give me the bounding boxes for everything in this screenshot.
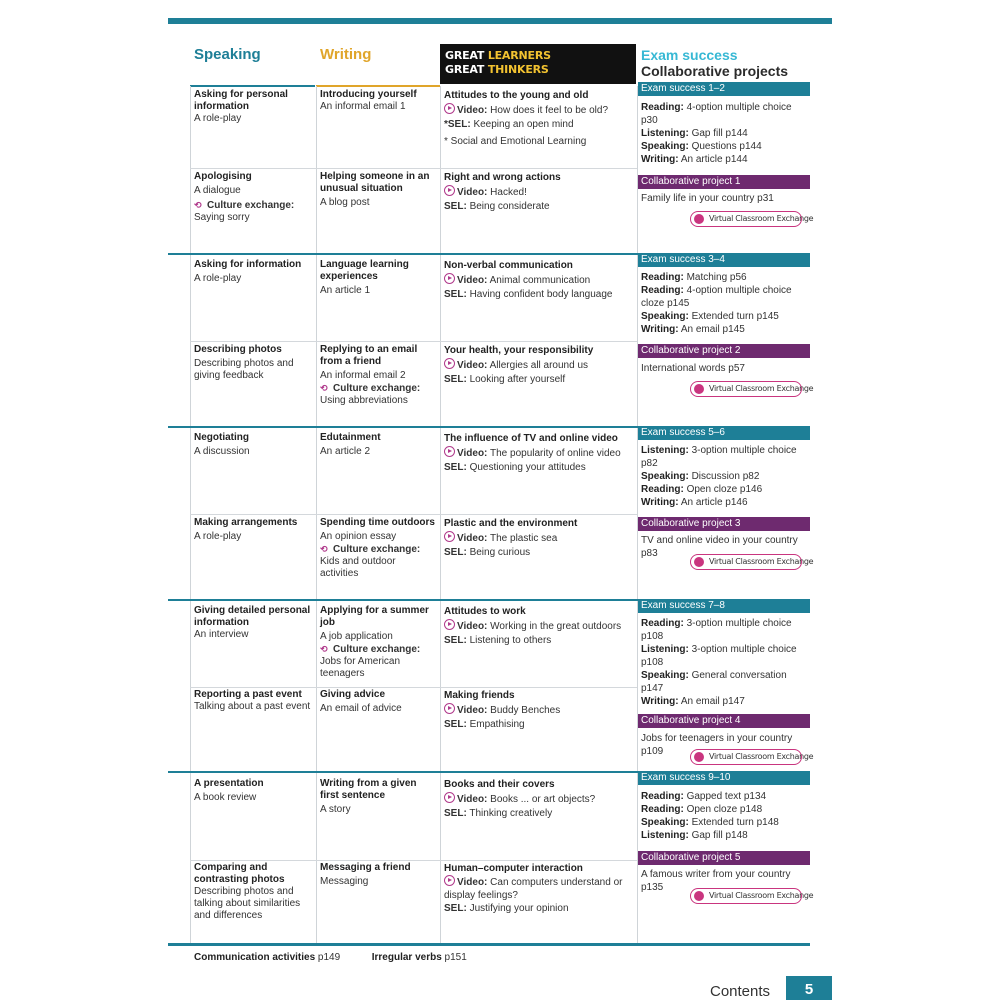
exam-success-list (641, 271, 809, 336)
collaborative-project-header: Collaborative project 1 (638, 175, 810, 189)
skill-text: An email p147 (680, 696, 745, 707)
writing-desc: An article 2 (320, 446, 371, 457)
skill-label: Writing: (641, 497, 679, 508)
writing-title: Messaging a friend (320, 862, 411, 873)
sel-label: *SEL: (444, 119, 471, 130)
great-cell (444, 605, 634, 648)
learners-label: LEARNERS (487, 49, 551, 62)
writing-desc: An email of advice (320, 703, 402, 714)
column-header-great-learners (440, 44, 636, 84)
video-label: Video: (457, 105, 488, 116)
collaborative-project-text: A famous writer from your country p135 (641, 869, 791, 893)
contents-label: Contents (710, 983, 771, 1000)
speaking-cell (194, 862, 312, 922)
play-icon (444, 446, 455, 457)
writing-desc: A blog post (320, 197, 370, 208)
skill-label: Listening: (641, 830, 689, 841)
speaking-title: Asking for information (194, 259, 302, 270)
video-label: Video: (457, 794, 488, 805)
writing-title: Language learning experiences (320, 259, 409, 282)
column-header-speaking: Speaking (194, 46, 261, 63)
vce-label: Virtual Classroom Exchange (709, 214, 814, 223)
sel-label: SEL: (444, 547, 467, 558)
grid-line (637, 86, 638, 943)
skill-text: Discussion p82 (691, 471, 760, 482)
irregular-verbs-page: p151 (441, 952, 467, 963)
great-title: Books and their covers (444, 779, 555, 790)
video-label: Video: (457, 533, 488, 544)
row-divider (190, 341, 637, 342)
skill-text: General conversation p147 (641, 670, 787, 694)
great-title: Human–computer interaction (444, 863, 583, 874)
speaking-desc: A role-play (194, 273, 242, 284)
skill-text: Gap fill p144 (691, 128, 748, 139)
speaking-desc: Talking about a past event (194, 701, 311, 712)
video-label: Video: (457, 187, 488, 198)
culture-exchange-text: Saying sorry (194, 212, 250, 223)
virtual-classroom-exchange-badge[interactable] (690, 381, 814, 397)
writing-cell (320, 89, 436, 113)
skill-label: Speaking: (641, 471, 689, 482)
speaking-title: Comparing and contrasting photos (194, 862, 285, 885)
writing-cell (320, 171, 436, 209)
writing-title: Applying for a summer job (320, 605, 429, 628)
speaking-desc: A role-play (194, 113, 242, 124)
sel-label: SEL: (444, 289, 467, 300)
play-icon (444, 273, 455, 284)
video-label: Video: (457, 360, 488, 371)
writing-title: Spending time outdoors (320, 517, 435, 528)
speaking-desc: A role-play (194, 531, 242, 542)
skill-text: Gapped text p134 (686, 791, 767, 802)
great-cell (444, 344, 634, 387)
skill-label: Speaking: (641, 311, 689, 322)
vce-label: Virtual Classroom Exchange (709, 384, 814, 393)
speaking-cell (194, 171, 312, 224)
speaking-cell (194, 605, 314, 641)
writing-desc: Messaging (320, 876, 369, 887)
speaking-cell (194, 432, 312, 458)
writing-title: Helping someone in an unusual situation (320, 171, 430, 194)
page-number: 5 (786, 976, 832, 1000)
sel-label: SEL: (444, 808, 467, 819)
great-cell (444, 432, 634, 475)
collaborative-project-text: Family life in your country p31 (641, 193, 774, 204)
row-divider (190, 687, 637, 688)
writing-desc: An informal email 2 (320, 370, 406, 381)
writing-cell (320, 862, 436, 888)
collaborative-project-text: TV and online video in your country p83 (641, 535, 798, 559)
sel-text: Having confident body language (469, 289, 613, 300)
sel-text: Empathising (469, 719, 525, 730)
vce-icon (694, 752, 704, 762)
vce-label: Virtual Classroom Exchange (709, 891, 814, 900)
culture-exchange-text: Jobs for American teenagers (320, 656, 401, 679)
collaborative-project-header: Collaborative project 5 (638, 851, 810, 865)
thinkers-label: THINKERS (487, 63, 549, 76)
great-cell (444, 778, 634, 821)
video-label: Video: (457, 275, 488, 286)
exam-success-list (641, 101, 809, 166)
sel-label: SEL: (444, 635, 467, 646)
play-icon (444, 103, 455, 114)
sel-text: Thinking creatively (469, 808, 553, 819)
great-cell (444, 862, 634, 915)
column-header-writing: Writing (320, 46, 372, 63)
video-label: Video: (457, 705, 488, 716)
great-cell (444, 517, 634, 560)
exam-success-list (641, 617, 809, 708)
skill-label: Writing: (641, 696, 679, 707)
writing-desc: An article 1 (320, 285, 371, 296)
speaking-desc: Describing photos and giving feedback (194, 358, 294, 381)
skill-label: Listening: (641, 445, 689, 456)
play-icon (444, 619, 455, 630)
skill-label: Reading: (641, 285, 684, 296)
virtual-classroom-exchange-badge[interactable] (690, 888, 814, 904)
video-label: Video: (457, 877, 488, 888)
great-title: Non-verbal communication (444, 260, 573, 271)
culture-exchange-label: Culture exchange: (207, 200, 295, 211)
culture-exchange-icon: ⟲ (320, 383, 328, 393)
sel-text: Questioning your attitudes (469, 462, 586, 473)
writing-cell (320, 605, 436, 680)
play-icon (444, 875, 455, 886)
skill-text: Extended turn p145 (691, 311, 779, 322)
skill-text: Open cloze p148 (686, 804, 763, 815)
skill-label: Reading: (641, 272, 684, 283)
skill-text: 4-option multiple choice p30 (641, 102, 792, 126)
writing-desc: A story (320, 804, 351, 815)
exam-success-list (641, 790, 809, 842)
row-divider (190, 168, 637, 169)
writing-title: Introducing yourself (320, 89, 417, 100)
writing-title: Giving advice (320, 689, 386, 700)
sel-text: Listening to others (469, 635, 552, 646)
footer-links (194, 952, 467, 963)
sel-text: Being considerate (469, 201, 550, 212)
skill-label: Reading: (641, 484, 684, 495)
sel-text: Being curious (469, 547, 531, 558)
exam-success-header: Exam success 5–6 (638, 426, 810, 440)
speaking-title: Reporting a past event (194, 689, 302, 700)
skill-text: Extended turn p148 (691, 817, 779, 828)
great-title: Right and wrong actions (444, 172, 561, 183)
skill-text: Open cloze p146 (686, 484, 763, 495)
video-title[interactable]: The plastic sea (490, 533, 558, 544)
sel-label: SEL: (444, 903, 467, 914)
writing-cell (320, 432, 436, 458)
writing-title: Edutainment (320, 432, 381, 443)
writing-desc: An opinion essay (320, 531, 397, 542)
speaking-cell (194, 689, 314, 713)
sel-label: SEL: (444, 462, 467, 473)
play-icon (444, 531, 455, 542)
great-title: Making friends (444, 690, 515, 701)
writing-underline (316, 85, 440, 87)
video-title[interactable]: The popularity of online video (490, 448, 621, 459)
sel-label: SEL: (444, 201, 467, 212)
speaking-desc: A dialogue (194, 185, 241, 196)
collaborative-project-text: Jobs for teenagers in your country p109 (641, 733, 793, 757)
speaking-cell (194, 778, 312, 804)
speaking-title: Giving detailed personal information (194, 605, 311, 628)
great-label: GREAT (445, 49, 488, 62)
play-icon (444, 358, 455, 369)
culture-exchange-label: Culture exchange: (333, 644, 421, 655)
row-divider (190, 514, 637, 515)
great-title: Plastic and the environment (444, 518, 578, 529)
speaking-desc: A discussion (194, 446, 250, 457)
video-title[interactable]: Animal communication (489, 275, 591, 286)
writing-cell (320, 344, 436, 407)
virtual-classroom-exchange-badge[interactable] (690, 749, 814, 765)
speaking-cell (194, 259, 312, 285)
skill-text: An article p144 (680, 154, 748, 165)
writing-cell (320, 689, 436, 715)
culture-exchange-label: Culture exchange: (333, 383, 421, 394)
culture-exchange-icon: ⟲ (194, 200, 202, 210)
exam-success-header: Exam success 3–4 (638, 253, 810, 267)
irregular-verbs-label[interactable]: Irregular verbs (371, 952, 442, 963)
great-title: Attitudes to the young and old (444, 90, 589, 101)
communication-activities-label[interactable]: Communication activities (194, 952, 316, 963)
great-label-2: GREAT (445, 63, 488, 76)
culture-exchange-icon: ⟲ (320, 644, 328, 654)
video-title[interactable]: Working in the great outdoors (490, 621, 622, 632)
video-title[interactable]: Allergies all around us (489, 360, 589, 371)
writing-cell (320, 259, 436, 297)
great-title: The influence of TV and online video (444, 433, 618, 444)
skill-text: Matching p56 (686, 272, 747, 283)
exam-success-header: Exam success 9–10 (638, 771, 810, 785)
vce-icon (694, 214, 704, 224)
row-divider (190, 860, 637, 861)
column-header-collaborative-projects: Collaborative projects (641, 63, 789, 79)
speaking-cell (194, 89, 312, 125)
skill-text: 3-option multiple choice p108 (641, 618, 792, 642)
video-label: Video: (457, 621, 488, 632)
vce-icon (694, 384, 704, 394)
speaking-desc: A book review (194, 792, 257, 803)
culture-exchange-text: Kids and outdoor activities (320, 556, 396, 579)
skill-text: 3-option multiple choice p108 (641, 644, 797, 668)
virtual-classroom-exchange-badge[interactable] (690, 211, 814, 227)
great-title: Your health, your responsibility (444, 345, 594, 356)
speaking-underline (190, 85, 315, 87)
skill-label: Speaking: (641, 670, 689, 681)
great-cell (444, 689, 634, 732)
vce-label: Virtual Classroom Exchange (709, 752, 814, 761)
speaking-cell (194, 517, 312, 543)
skill-label: Speaking: (641, 141, 689, 152)
sel-label: SEL: (444, 374, 467, 385)
vce-icon (694, 557, 704, 567)
skill-text: An article p146 (680, 497, 748, 508)
culture-exchange-text: Using abbreviations (320, 395, 408, 406)
writing-desc: An informal email 1 (320, 101, 406, 112)
sel-text: Keeping an open mind (473, 119, 574, 130)
virtual-classroom-exchange-badge[interactable] (690, 554, 814, 570)
speaking-desc: An interview (194, 629, 249, 640)
footer-rule (168, 943, 810, 946)
great-cell (444, 171, 634, 214)
collaborative-project-header: Collaborative project 3 (638, 517, 810, 531)
skill-label: Reading: (641, 618, 684, 629)
culture-exchange-label: Culture exchange: (333, 544, 421, 555)
skill-label: Listening: (641, 128, 689, 139)
sel-footnote: * Social and Emotional Learning (444, 136, 587, 147)
great-cell (444, 259, 634, 302)
skill-label: Speaking: (641, 817, 689, 828)
collaborative-project-header: Collaborative project 4 (638, 714, 810, 728)
sel-text: Looking after yourself (469, 374, 566, 385)
video-title[interactable]: Hacked! (490, 187, 527, 198)
culture-exchange-icon: ⟲ (320, 544, 328, 554)
video-title[interactable]: Can computers understand or display feelings? (444, 877, 623, 901)
top-rule (168, 18, 832, 24)
skill-label: Reading: (641, 102, 684, 113)
skill-label: Reading: (641, 791, 684, 802)
exam-success-header: Exam success 1–2 (638, 82, 810, 96)
video-title[interactable]: Books ... or art objects? (490, 794, 596, 805)
video-title[interactable]: Buddy Benches (490, 705, 561, 716)
collaborative-project-text: International words p57 (641, 363, 745, 374)
exam-success-list (641, 444, 809, 509)
vce-label: Virtual Classroom Exchange (709, 557, 814, 566)
sel-label: SEL: (444, 719, 467, 730)
exam-success-header: Exam success 7–8 (638, 599, 810, 613)
skill-text: 3-option multiple choice p82 (641, 445, 797, 469)
speaking-title: A presentation (194, 778, 264, 789)
skill-text: An email p145 (680, 324, 745, 335)
vce-icon (694, 891, 704, 901)
speaking-title: Describing photos (194, 344, 282, 355)
column-header-exam-success: Exam success (641, 47, 738, 63)
skill-label: Writing: (641, 154, 679, 165)
speaking-title: Apologising (194, 171, 252, 182)
skill-label: Listening: (641, 644, 689, 655)
great-cell (444, 89, 634, 149)
writing-title: Replying to an email from a friend (320, 344, 418, 367)
collaborative-project-header: Collaborative project 2 (638, 344, 810, 358)
speaking-cell (194, 344, 312, 382)
sel-text: Justifying your opinion (469, 903, 569, 914)
skill-text: 4-option multiple choice cloze p145 (641, 285, 792, 309)
play-icon (444, 703, 455, 714)
speaking-desc: Describing photos and talking about similarities and differences (194, 886, 301, 921)
play-icon (444, 792, 455, 803)
speaking-title: Negotiating (194, 432, 249, 443)
great-title: Attitudes to work (444, 606, 526, 617)
video-label: Video: (457, 448, 488, 459)
video-title[interactable]: How does it feel to be old? (490, 105, 609, 116)
writing-cell (320, 517, 438, 580)
skill-label: Reading: (641, 804, 684, 815)
writing-title: Writing from a given first sentence (320, 778, 417, 801)
skill-label: Writing: (641, 324, 679, 335)
speaking-title: Asking for personal information (194, 89, 288, 112)
play-icon (444, 185, 455, 196)
writing-cell (320, 778, 436, 816)
writing-desc: A job application (320, 631, 393, 642)
speaking-title: Making arrangements (194, 517, 298, 528)
skill-text: Questions p144 (691, 141, 762, 152)
communication-activities-page: p149 (315, 952, 341, 963)
skill-text: Gap fill p148 (691, 830, 748, 841)
